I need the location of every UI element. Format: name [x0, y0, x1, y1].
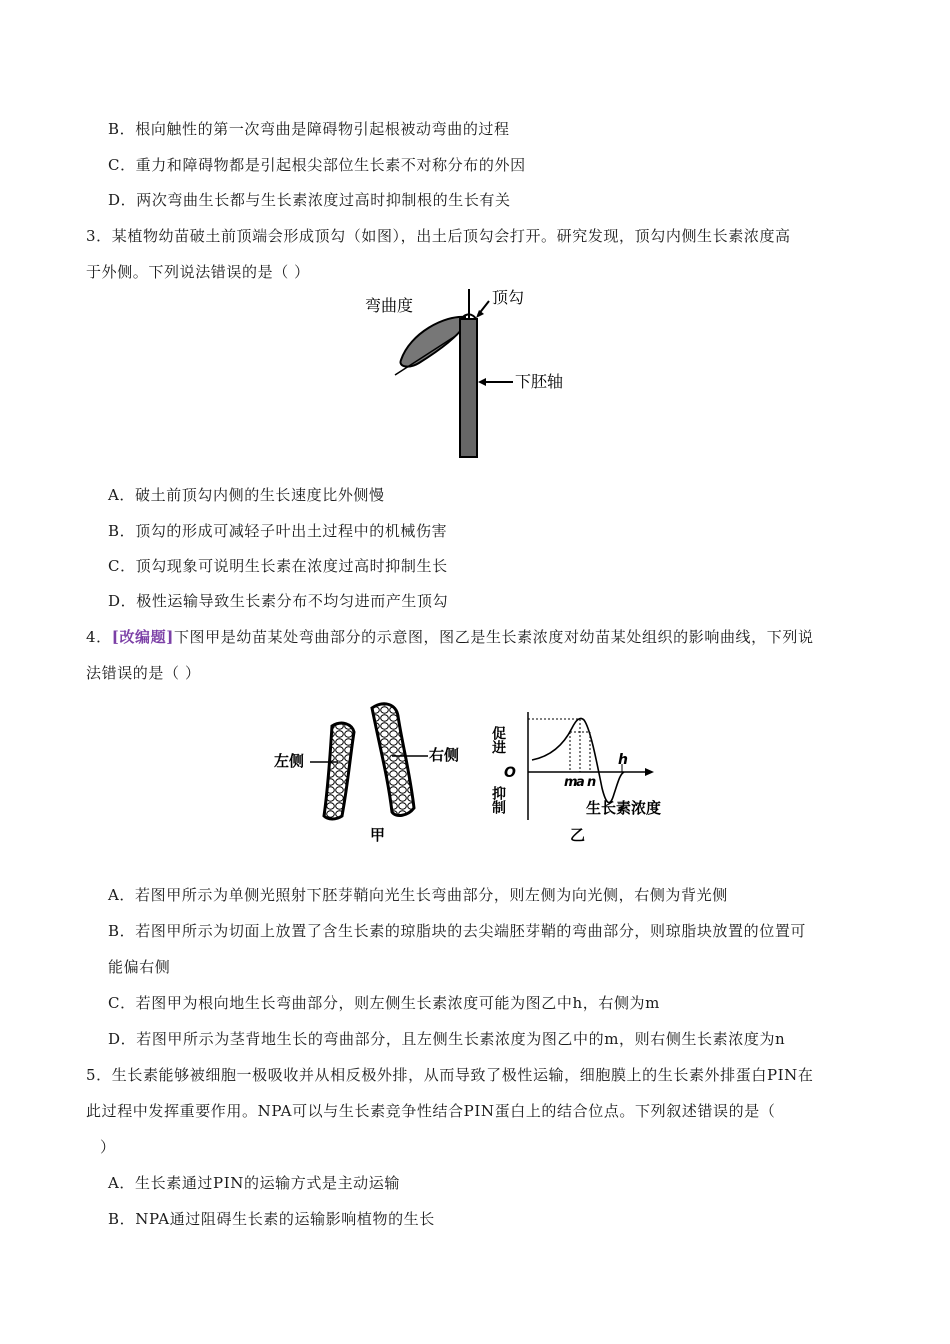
jia-right-strip — [372, 704, 414, 816]
label-hypocotyl: 下胚轴 — [515, 372, 564, 391]
q5-stem-line3: ） — [100, 1138, 116, 1156]
q2-option-d: D．两次弯曲生长都与生长素浓度过高时抑制根的生长有关 — [108, 191, 511, 209]
q4-option-b-cont: 能偏右侧 — [108, 958, 171, 976]
cotyledon-shape — [400, 317, 465, 367]
q2-option-c: C．重力和障碍物都是引起根尖部位生长素不对称分布的外因 — [108, 156, 526, 174]
q5-option-b: B．NPA通过阻碍生长素的运输影响植物的生长 — [108, 1210, 435, 1228]
yi-origin-label: O — [504, 765, 516, 781]
q4-stem-rest: 下图甲是幼苗某处弯曲部分的示意图，图乙是生长素浓度对幼苗某处组织的影响曲线，下列说 — [173, 628, 814, 646]
q4-number: 4． — [86, 628, 112, 646]
label-bend: 弯曲度 — [365, 296, 414, 315]
q4-figure-jia — [272, 698, 472, 848]
yi-x-arrow — [645, 768, 654, 776]
q4-option-c: C．若图甲为根向地生长弯曲部分，则左侧生长素浓度可能为图乙中h，右侧为m — [108, 994, 660, 1012]
hook-arrow-head — [476, 310, 484, 318]
yi-a-label: a — [576, 775, 585, 790]
yi-x-label: 生长素浓度 — [586, 799, 662, 817]
q4-stem-line2: 法错误的是（ ） — [86, 664, 201, 682]
q4-option-a: A．若图甲所示为单侧光照射下胚芽鞘向光生长弯曲部分，则左侧为向光侧，右侧为背光侧 — [108, 886, 728, 904]
q4-option-d: D．若图甲所示为茎背地生长的弯曲部分，且左侧生长素浓度为图乙中的m，则右侧生长素浓度为n — [108, 1030, 786, 1048]
yi-promote-label: 促进 — [490, 726, 506, 754]
q3-option-a: A．破土前顶勾内侧的生长速度比外侧慢 — [108, 486, 385, 504]
yi-m-label: m — [564, 775, 578, 790]
q4-tag: [改编题] — [111, 628, 174, 646]
q4-figure-yi — [492, 698, 692, 848]
q3-option-b: B．顶勾的形成可减轻子叶出土过程中的机械伤害 — [108, 522, 448, 540]
q3-hook-figure — [365, 285, 564, 460]
yi-h-label: h — [618, 752, 628, 768]
yi-inhibit-label: 抑制 — [490, 786, 506, 814]
q3-option-c: C．顶勾现象可说明生长素在浓度过高时抑制生长 — [108, 557, 448, 575]
yi-n-label: n — [587, 775, 597, 790]
q5-stem-line2: 此过程中发挥重要作用。NPA可以与生长素竞争性结合PIN蛋白上的结合位点。下列叙述错误的是（ — [86, 1102, 776, 1120]
q4-stem-line1 — [86, 626, 814, 647]
jia-left-strip — [324, 723, 354, 819]
q3-stem-line1: 3．某植物幼苗破土前顶端会形成顶勾（如图），出土后顶勾会打开。研究发现，顶勾内侧生长素浓度高 — [86, 227, 791, 245]
hypocotyl-arrow-head — [478, 378, 486, 386]
label-hook: 顶勾 — [492, 288, 525, 307]
q3-option-d: D．极性运输导致生长素分布不均匀进而产生顶勾 — [108, 592, 449, 610]
jia-left-label: 左侧 — [274, 752, 305, 770]
q5-stem-line1: 5．生长素能够被细胞一极吸收并从相反极外排，从而导致了极性运输，细胞膜上的生长素外排蛋白PIN在 — [86, 1066, 814, 1084]
jia-caption: 甲 — [370, 826, 386, 844]
jia-right-label: 右侧 — [429, 746, 460, 764]
q2-option-b: B．根向触性的第一次弯曲是障碍物引起根被动弯曲的过程 — [108, 120, 510, 138]
q5-option-a: A．生长素通过PIN的运输方式是主动运输 — [108, 1174, 400, 1192]
q4-option-b: B．若图甲所示为切面上放置了含生长素的琼脂块的去尖端胚芽鞘的弯曲部分，则琼脂块放置的位置可 — [108, 922, 807, 940]
hypocotyl-rect — [460, 319, 477, 457]
q3-stem-line2: 于外侧。下列说法错误的是（ ） — [86, 263, 310, 281]
yi-caption: 乙 — [570, 826, 586, 844]
